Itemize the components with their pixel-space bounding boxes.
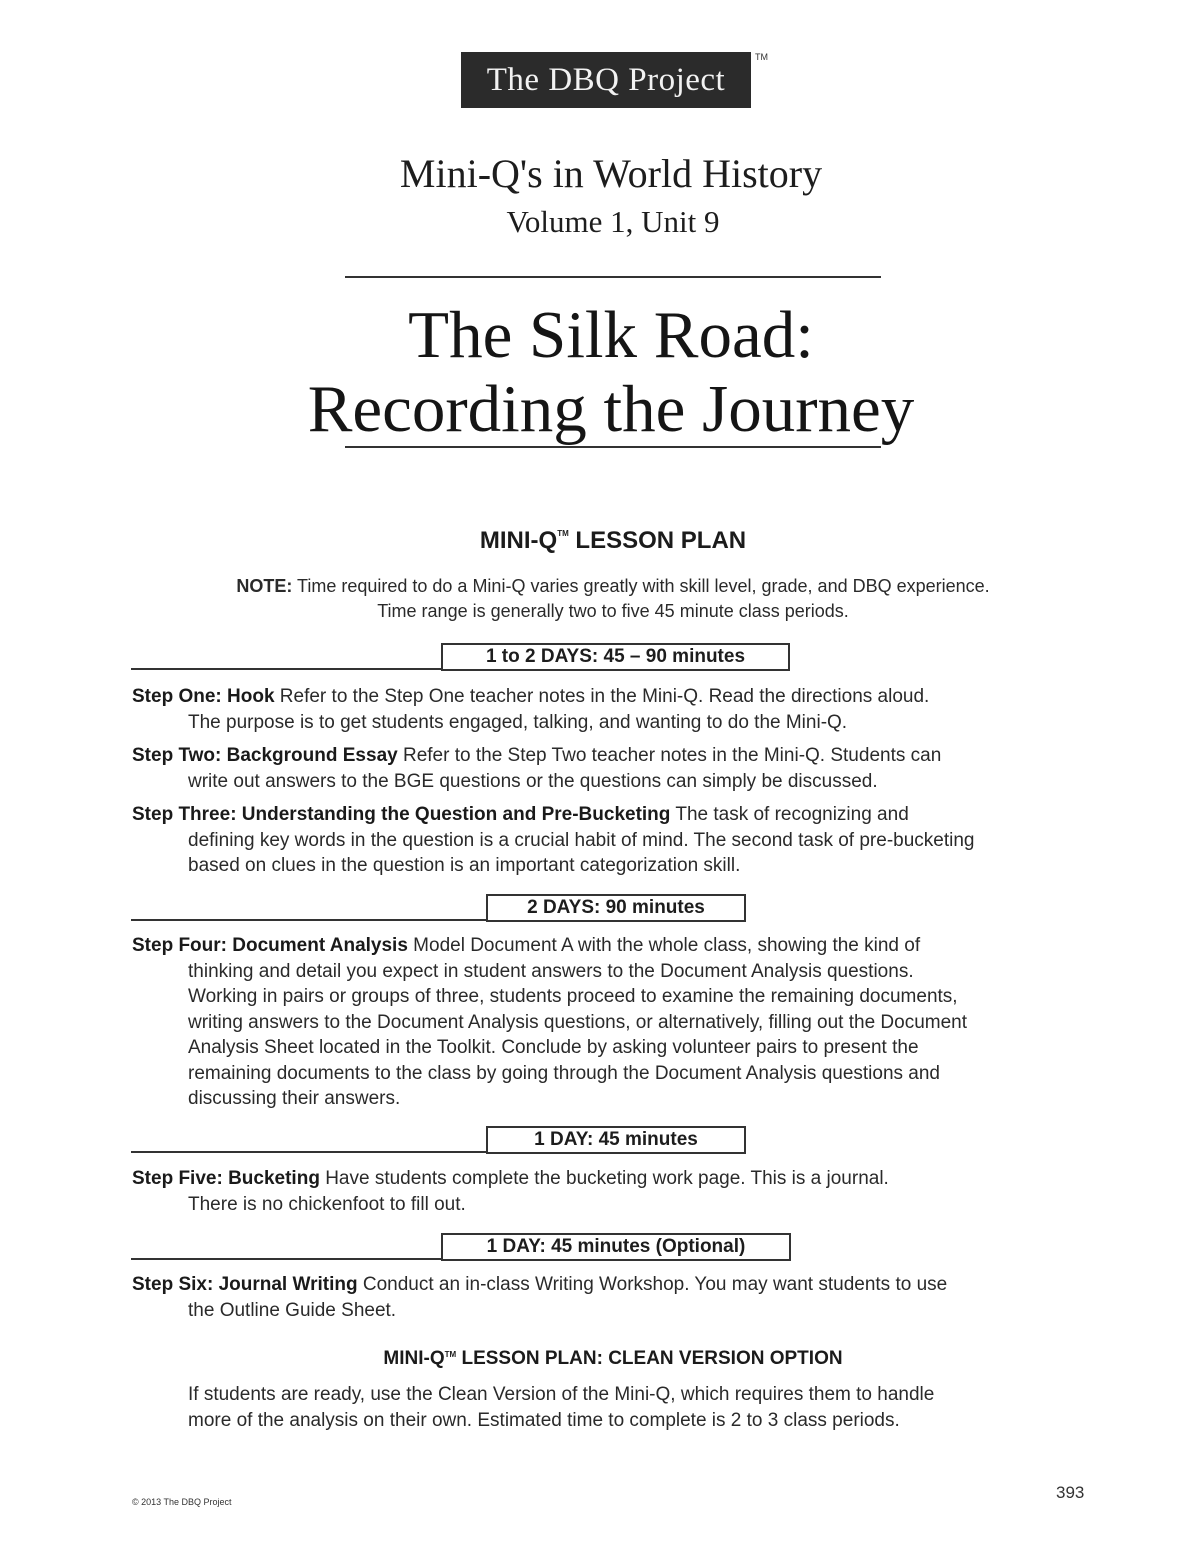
- day-box-1: 1 to 2 DAYS: 45 – 90 minutes: [441, 643, 790, 671]
- day-box-2: 2 DAYS: 90 minutes: [486, 894, 746, 922]
- step-four-label: Step Four: Document Analysis: [132, 935, 408, 956]
- series-title: Mini-Q's in World History: [399, 151, 823, 196]
- step-two: [132, 743, 1082, 794]
- step-three-line: based on clues in the question is an important categorization skill.: [188, 855, 741, 876]
- step-five: [132, 1166, 1082, 1217]
- step-five-text: Have students complete the bucketing work page. This is a journal.: [319, 1168, 889, 1189]
- title-line-2: Recording the Journey: [307, 372, 915, 446]
- clean-version-heading: [0, 1348, 1200, 1370]
- step-four-line: writing answers to the Document Analysis questions, or alternatively, filling out the Document: [188, 1011, 968, 1033]
- note-line-1: Time required to do a Mini-Q varies greatly with skill level, grade, and DBQ experience.: [292, 576, 990, 596]
- step-two-text: Refer to the Step Two teacher notes in the Mini-Q. Students can: [397, 745, 942, 766]
- clean-line: If students are ready, use the Clean Version of the Mini-Q, which requires them to handle: [188, 1384, 935, 1405]
- title-line-1: The Silk Road:: [408, 298, 814, 372]
- day-bar-line-1: [131, 668, 443, 670]
- step-five-label: Step Five: Bucketing: [132, 1168, 320, 1189]
- clean-heading-prefix: MINI-Q: [383, 1348, 445, 1369]
- step-four-line: remaining documents to the class by going through the Document Analysis questions and: [188, 1062, 941, 1084]
- step-three: [132, 802, 1082, 879]
- lesson-heading-suffix: LESSON PLAN: [568, 527, 747, 554]
- logo-trademark: TM: [755, 52, 768, 62]
- step-three-line: defining key words in the question is a crucial habit of mind. The second task of pre-bucketing: [188, 829, 975, 851]
- step-four-line: discussing their answers.: [188, 1088, 401, 1109]
- step-five-line: There is no chickenfoot to fill out.: [188, 1193, 466, 1215]
- step-one: [132, 684, 1082, 735]
- step-two-label: Step Two: Background Essay: [132, 745, 398, 766]
- time-note: [0, 574, 1200, 624]
- lesson-plan-heading: [0, 527, 1200, 555]
- clean-version-text: [188, 1382, 1088, 1433]
- note-label: NOTE:: [236, 576, 293, 596]
- title-bottom-rule: [345, 446, 881, 448]
- step-four-text: Model Document A with the whole class, showing the kind of: [407, 935, 921, 956]
- copyright: © 2013 The DBQ Project: [132, 1497, 232, 1507]
- day-box-4: 1 DAY: 45 minutes (Optional): [441, 1233, 791, 1261]
- step-six-line: the Outline Guide Sheet.: [188, 1299, 397, 1321]
- day-bar-line-3: [131, 1151, 486, 1153]
- step-six: [132, 1272, 1082, 1323]
- lesson-heading-prefix: MINI-Q: [479, 527, 558, 554]
- step-six-text: Conduct an in-class Writing Workshop. You may want students to use: [357, 1274, 948, 1295]
- clean-line: more of the analysis on their own. Estimated time to complete is 2 to 3 class periods.: [188, 1409, 900, 1431]
- step-four-line: Analysis Sheet located in the Toolkit. Conclude by asking volunteer pairs to present the: [188, 1037, 919, 1058]
- step-three-label: Step Three: Understanding the Question and Pre-Bucketing: [132, 804, 671, 825]
- page-number: 393: [1056, 1483, 1085, 1502]
- clean-heading-suffix: LESSON PLAN: CLEAN VERSION OPTION: [456, 1348, 843, 1369]
- step-four: [132, 933, 1082, 1112]
- lesson-heading-tm: TM: [557, 529, 569, 538]
- day-box-3: 1 DAY: 45 minutes: [486, 1126, 746, 1154]
- step-two-line: write out answers to the BGE questions or the questions can simply be discussed.: [188, 770, 878, 792]
- dbq-project-logo: The DBQ Project: [461, 52, 751, 108]
- note-line-2: Time range is generally two to five 45 minute class periods.: [377, 601, 849, 621]
- day-bar-line-4: [131, 1258, 443, 1260]
- volume-label: Volume 1, Unit 9: [506, 204, 720, 239]
- step-three-text: The task of recognizing and: [670, 804, 909, 825]
- step-one-line: The purpose is to get students engaged, talking, and wanting to do the Mini-Q.: [188, 711, 848, 733]
- title-top-rule: [345, 276, 881, 278]
- step-four-line: thinking and detail you expect in student answers to the Document Analysis questions.: [188, 960, 914, 982]
- day-bar-line-2: [131, 919, 486, 921]
- step-six-label: Step Six: Journal Writing: [132, 1274, 358, 1295]
- step-one-label: Step One: Hook: [132, 686, 275, 707]
- step-four-line: Working in pairs or groups of three, students proceed to examine the remaining documents,: [188, 986, 958, 1007]
- step-one-text: Refer to the Step One teacher notes in the Mini-Q. Read the directions aloud.: [274, 686, 930, 707]
- clean-heading-tm: TM: [444, 1350, 457, 1359]
- page-title: [0, 298, 1200, 446]
